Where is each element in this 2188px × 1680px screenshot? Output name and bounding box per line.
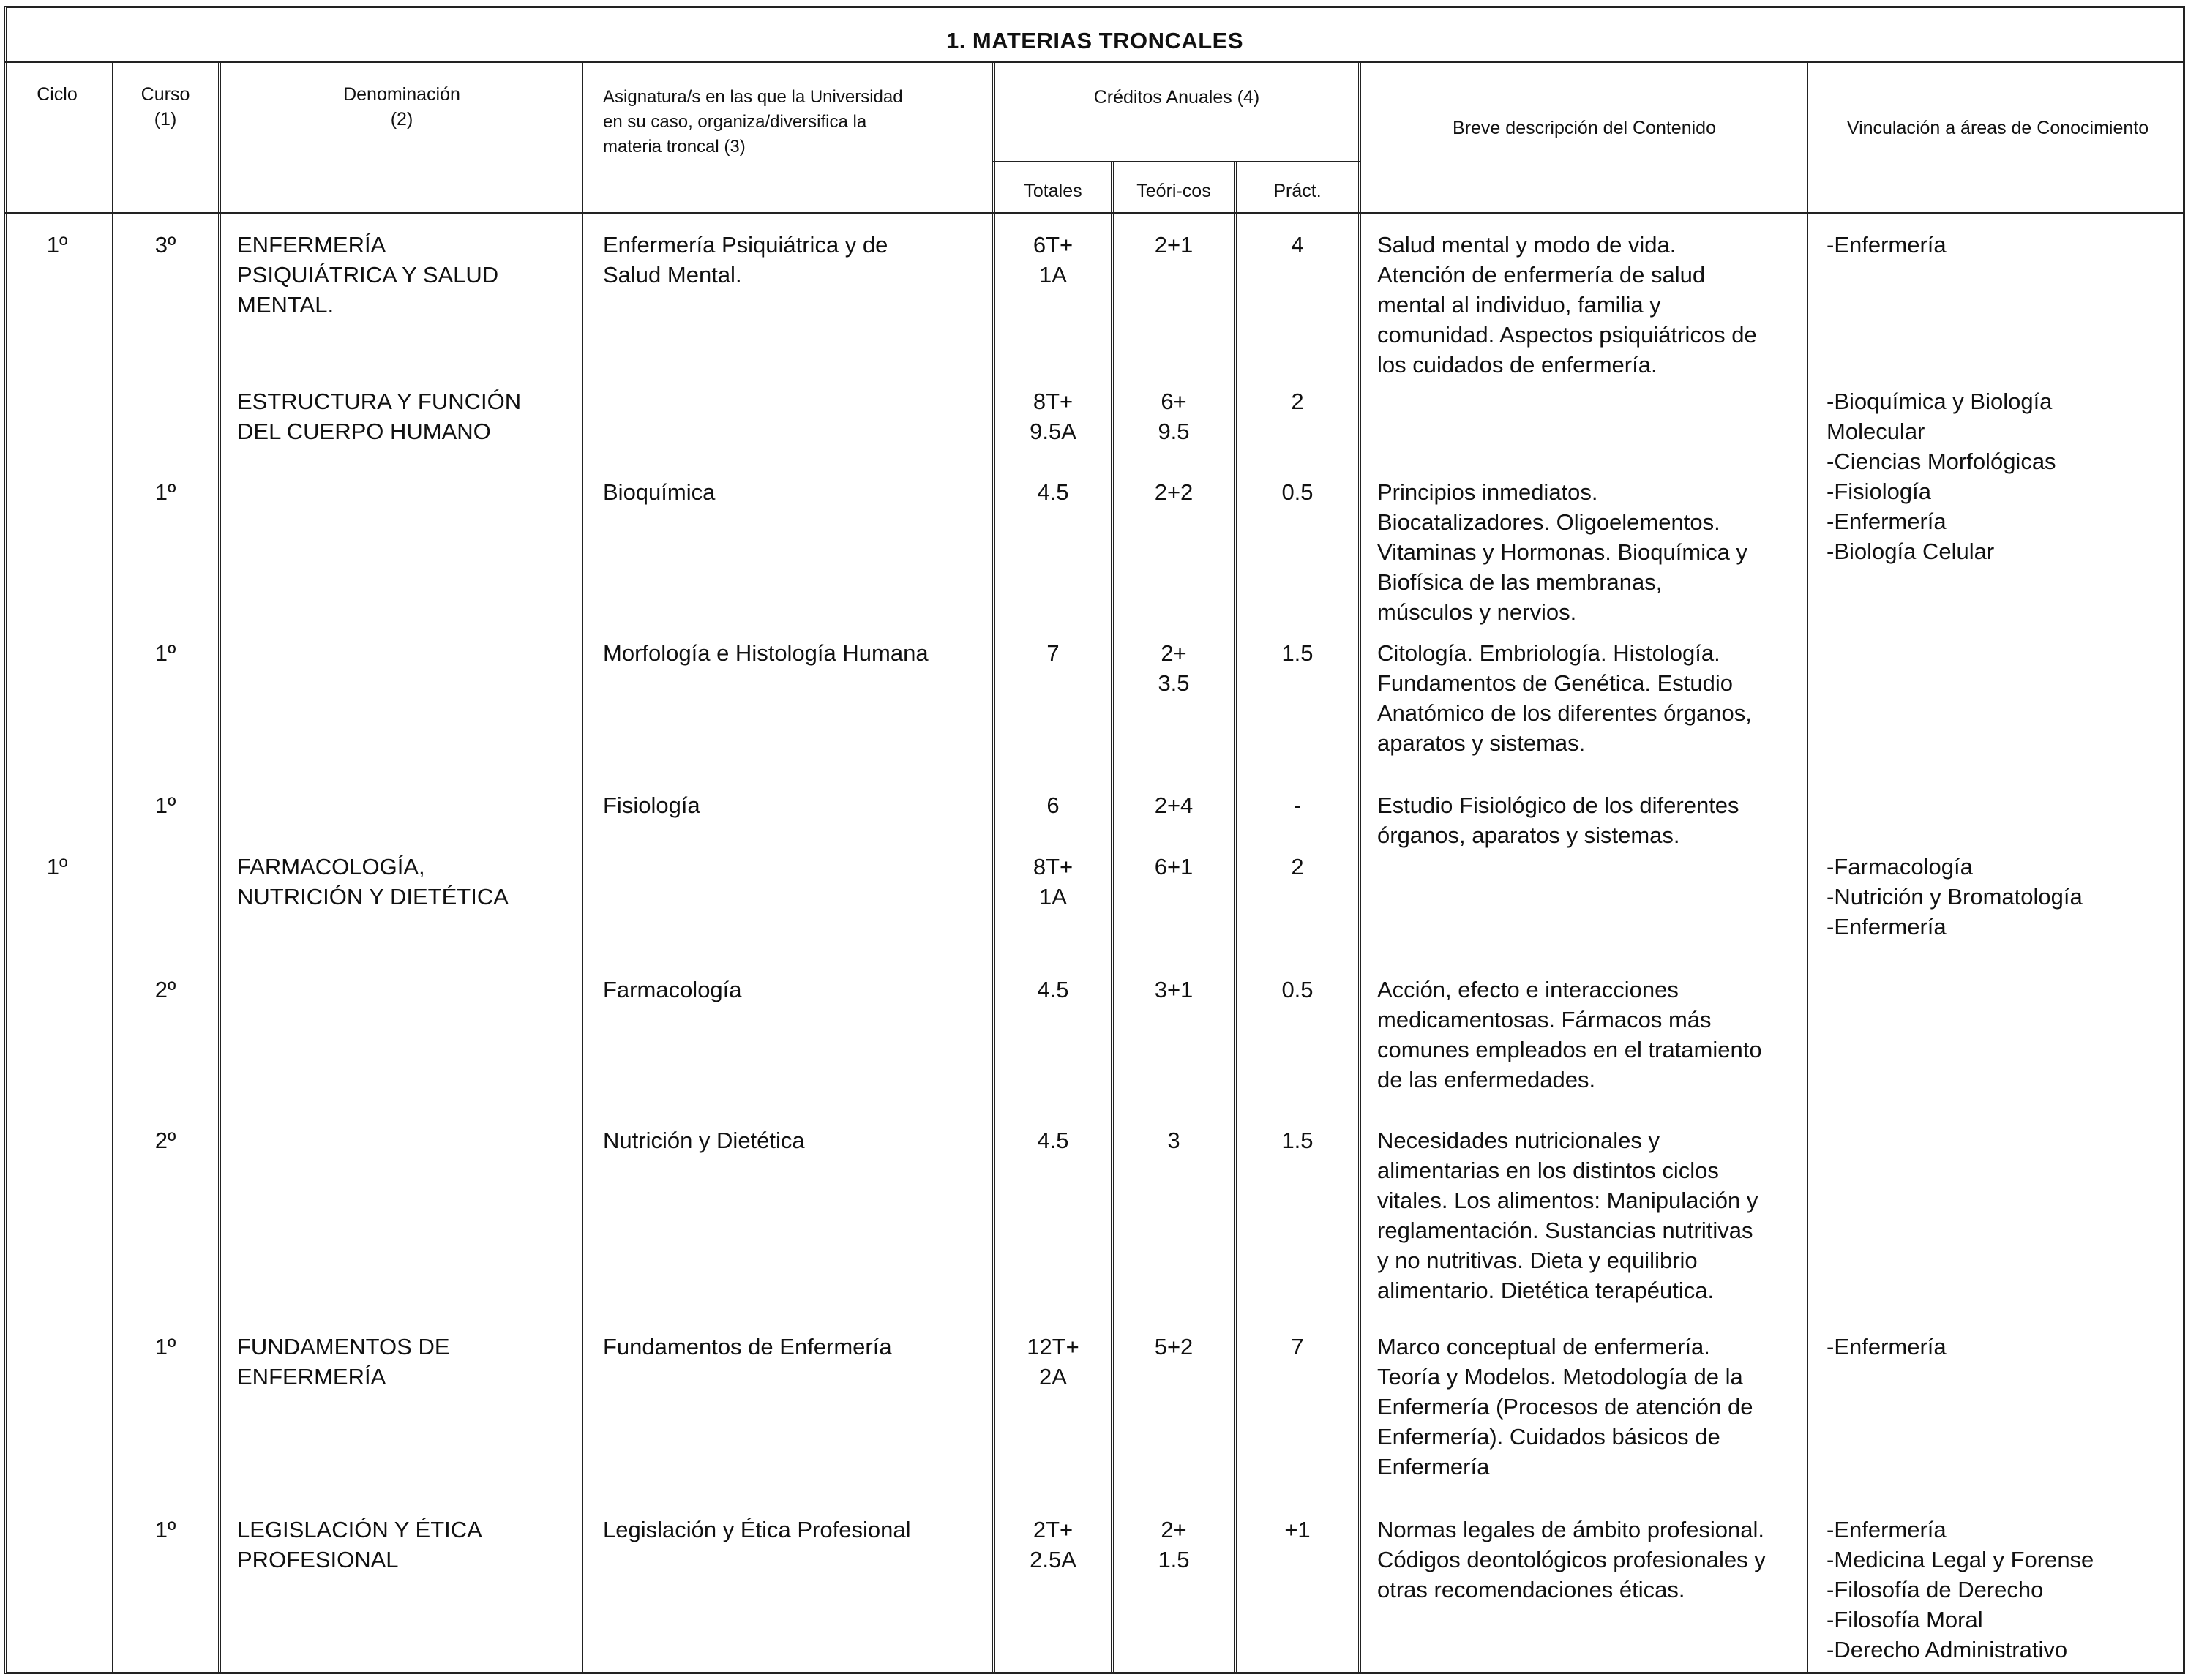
cell-teoricos: 3+1 [1154,977,1194,1002]
cell-descripcion: Estudio Fisiológico de los diferentes órganos, aparatos y sistemas. [1377,792,1739,848]
cell-practicos: 1.5 [1281,1128,1314,1153]
cell-practicos: 2 [1291,854,1304,880]
cell-teoricos: 5+2 [1154,1334,1194,1360]
cell-teoricos: 3 [1167,1128,1180,1153]
cell-vinculacion: -Farmacología -Nutrición y Bromatología -Enfermería [1827,854,2083,940]
cell-teoricos: 2+2 [1154,479,1194,505]
subjects-table [4,6,2185,1674]
header-ciclo: Ciclo [37,84,78,105]
cell-vinculacion: -Enfermería [1827,1334,1947,1360]
cell-totales: 7 [1046,640,1060,666]
cell-practicos: 7 [1291,1334,1304,1360]
cell-descripcion: Principios inmediatos. Biocatalizadores. Oligoelementos. Vitaminas y Hormonas. Bioquímica y Biofísica de las membranas, músculos y nervios. [1377,479,1747,625]
cell-totales: 6T+ 1A [1033,232,1074,288]
cell-practicos: - [1293,792,1302,818]
header-descripcion: Breve descripción del Contenido [1453,118,1716,138]
cell-teoricos: 6+ 9.5 [1158,389,1190,444]
title-divider [4,61,2185,63]
cell-totales: 4.5 [1037,977,1069,1002]
cell-descripcion: Acción, efecto e interacciones medicamentosas. Fármacos más comunes empleados en el tratamiento de las enfermedades. [1377,977,1762,1092]
cell-vinculacion: -Enfermería [1827,232,1947,258]
cell-practicos: 4 [1291,232,1304,258]
column-divider [582,61,585,1674]
cell-asignatura: Morfología e Histología Humana [603,640,929,666]
cell-curso: 2º [154,1128,176,1153]
cell-descripcion: Marco conceptual de enfermería. Teoría y Modelos. Metodología de la Enfermería (Procesos de atención de Enfermería). Cuidados básicos de Enfermería [1377,1334,1753,1480]
cell-denominacion: LEGISLACIÓN Y ÉTICA PROFESIONAL [237,1517,482,1572]
cell-totales: 4.5 [1037,1128,1069,1153]
header-practicos: Práct. [1273,181,1322,201]
cell-curso: 3º [154,232,176,258]
cell-denominacion: FARMACOLOGÍA, NUTRICIÓN Y DIETÉTICA [237,854,509,910]
cell-vinculacion: -Enfermería -Medicina Legal y Forense -Filosofía de Derecho -Filosofía Moral -Derecho Administrativo [1827,1517,2094,1662]
cell-curso: 1º [154,479,176,505]
column-divider [1807,61,1810,1674]
cell-practicos: 1.5 [1281,640,1314,666]
cell-totales: 8T+ 1A [1033,854,1074,910]
cell-ciclo: 1º [46,232,68,258]
cell-vinculacion: -Bioquímica y Biología Molecular -Ciencias Morfológicas -Fisiología -Enfermería -Biología Celular [1827,389,2056,564]
cell-practicos: +1 [1284,1517,1311,1542]
header-divider [4,212,2185,214]
cell-curso: 1º [154,1517,176,1542]
header-asignatura: Asignatura/s en las que la Universidad en su caso, organiza/diversifica la materia troncal (3) [603,87,903,157]
header-creditos: Créditos Anuales (4) [1093,87,1260,108]
cell-curso: 2º [154,977,176,1002]
cell-teoricos: 2+1 [1154,232,1194,258]
cell-totales: 12T+ 2A [1027,1334,1079,1390]
cell-asignatura: Farmacología [603,977,742,1002]
credits-subheader-divider [992,161,1361,162]
table-title: 1. MATERIAS TRONCALES [945,28,1244,53]
cell-practicos: 0.5 [1281,977,1314,1002]
cell-descripcion: Salud mental y modo de vida. Atención de enfermería de salud mental al individuo, familia y comunidad. Aspectos psiquiátricos de los cuidados de enfermería. [1377,232,1757,378]
cell-asignatura: Nutrición y Dietética [603,1128,805,1153]
cell-denominacion: ESTRUCTURA Y FUNCIÓN DEL CUERPO HUMANO [237,389,522,444]
cell-practicos: 0.5 [1281,479,1314,505]
cell-denominacion: ENFERMERÍA PSIQUIÁTRICA Y SALUD MENTAL. [237,232,499,318]
cell-descripcion: Citología. Embriología. Histología. Fundamentos de Genética. Estudio Anatómico de los diferentes órganos, aparatos y sistemas. [1377,640,1752,756]
cell-asignatura: Fundamentos de Enfermería [603,1334,892,1360]
cell-curso: 1º [154,640,176,666]
cell-totales: 8T+ 9.5A [1030,389,1076,444]
cell-curso: 1º [154,792,176,818]
column-divider [1358,61,1361,1674]
cell-totales: 6 [1046,792,1060,818]
cell-teoricos: 2+4 [1154,792,1194,818]
cell-descripcion: Necesidades nutricionales y alimentarias en los distintos ciclos vitales. Los alimentos: Manipulación y reglamentación. Sustancias nutritivas y no nutritivas. Dieta y equilibrio alimentario. Dietética terapéutica. [1377,1128,1758,1303]
cell-denominacion: FUNDAMENTOS DE ENFERMERÍA [237,1334,450,1390]
cell-practicos: 2 [1291,389,1304,414]
cell-descripcion: Normas legales de ámbito profesional. Códigos deontológicos profesionales y otras recomendaciones éticas. [1377,1517,1766,1602]
cell-asignatura: Bioquímica [603,479,716,505]
cell-ciclo: 1º [46,854,68,880]
column-divider [110,61,113,1674]
cell-asignatura: Fisiología [603,792,700,818]
header-vinculacion: Vinculación a áreas de Conocimiento [1846,118,2149,138]
column-divider [218,61,221,1674]
cell-asignatura: Legislación y Ética Profesional [603,1517,911,1542]
cell-totales: 2T+ 2.5A [1030,1517,1076,1572]
header-totales: Totales [1024,181,1082,201]
header-curso: Curso (1) [141,84,190,130]
cell-curso: 1º [154,1334,176,1360]
cell-teoricos: 2+ 3.5 [1158,640,1190,696]
header-denominacion: Denominación (2) [343,84,460,130]
header-teoricos: Teóri-cos [1136,181,1211,201]
cell-teoricos: 2+ 1.5 [1158,1517,1190,1572]
cell-asignatura: Enfermería Psiquiátrica y de Salud Mental. [603,232,888,288]
cell-teoricos: 6+1 [1154,854,1194,880]
cell-totales: 4.5 [1037,479,1069,505]
